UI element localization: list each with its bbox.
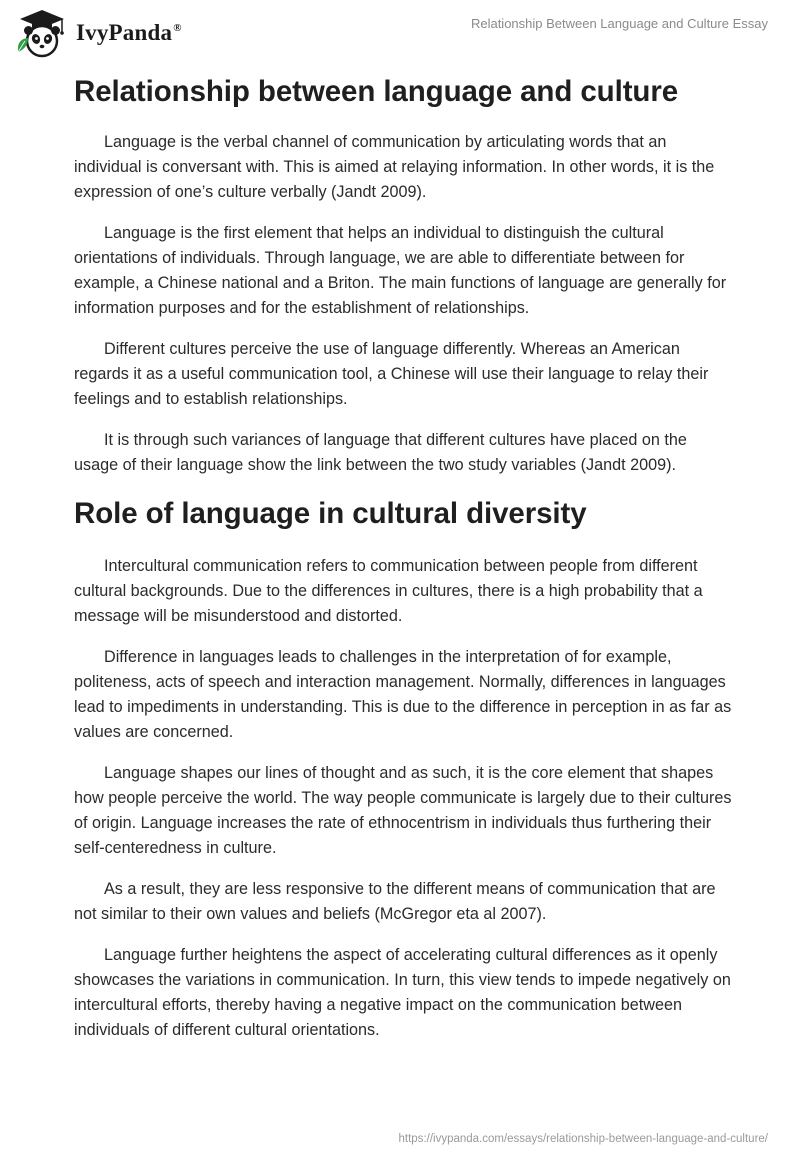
paragraph: Language is the first element that helps an individual to distinguish the cultural orientations of individuals. Through language, we are able to differentiate between for example, a Chinese national and a Briton. The main functions of language are generally for information purposes and for the establishment of relationships. — [74, 224, 727, 317]
paragraph: Language shapes our lines of thought and as such, it is the core element that shapes how people perceive the world. The way people communicate is largely due to their cultures of origin. Language increases the rate of ethnocentrism in individuals thus furthering their self-centeredness in culture. — [74, 764, 732, 857]
paragraph: Language further heightens the aspect of accelerating cultural differences as it openly showcases the variations in communication. In turn, this view tends to impede negatively on intercultural efforts, thereby having a negative impact on the communication between individuals of different cultural orientations. — [74, 946, 731, 1039]
section-heading: Role of language in cultural diversity — [74, 497, 587, 530]
page-header — [0, 0, 800, 62]
paragraph: Intercultural communication refers to communication between people from different cultural backgrounds. Due to the differences in cultures, there is a high probability that a message will be misunderstood and distorted. — [74, 557, 703, 625]
brand-name: IvyPanda® — [76, 20, 182, 45]
paragraph: It is through such variances of language that different cultures have placed on the usage of their language show the link between the two study variables (Jandt 2009). — [74, 431, 687, 474]
paragraph: Language is the verbal channel of communication by articulating words that an individual is conversant with. This is aimed at relaying information. In other words, it is the expression of one’s culture verbally (Jandt 2009). — [74, 133, 715, 201]
source-url[interactable]: https://ivypanda.com/essays/relationship-between-language-and-culture/ — [398, 1133, 768, 1145]
section-heading: Relationship between language and culture — [74, 75, 679, 108]
ivypanda-logo[interactable] — [14, 8, 182, 58]
document-title: Relationship Between Language and Culture Essay — [470, 16, 768, 31]
essay-content — [74, 72, 734, 1059]
paragraph: Different cultures perceive the use of language differently. Whereas an American regards it as a useful communication tool, a Chinese will use their language to relay their feelings and to establish relationships. — [74, 340, 709, 408]
paragraph: As a result, they are less responsive to the different means of communication that are not similar to their own values and beliefs (McGregor eta al 2007). — [74, 880, 716, 923]
paragraph: Difference in languages leads to challenges in the interpretation of for example, politeness, acts of speech and interaction management. Normally, differences in languages lead to impediments in understanding. This is due to the difference in perception in as far as values are concerned. — [74, 648, 732, 741]
panda-graduate-icon — [14, 8, 70, 58]
